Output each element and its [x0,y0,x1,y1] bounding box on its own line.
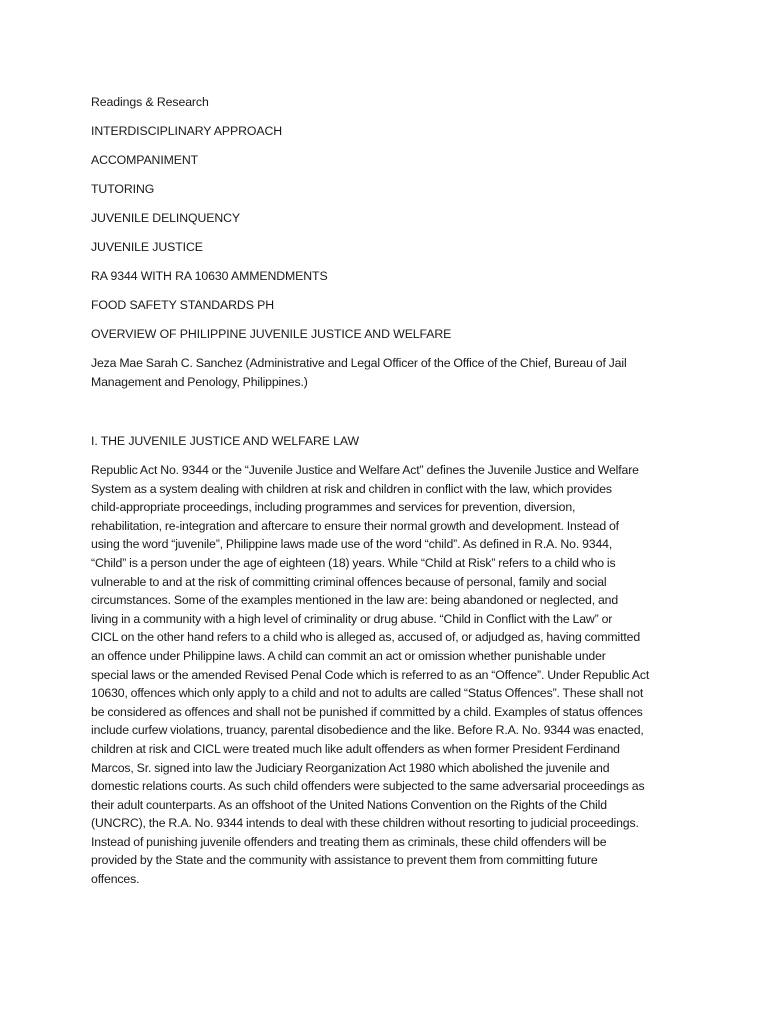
author-line: Management and Penology, Philippines.) [91,374,308,389]
heading-ra-9344: RA 9344 WITH RA 10630 AMMENDMENTS [91,269,328,283]
body-line: (UNCRC), the R.A. No. 9344 intends to deal with these children without resorting to judicial proceedings. [91,816,639,831]
body-line: provided by the State and the community with assistance to prevent them from committing future [91,853,598,868]
body-line: 10630, offences which only apply to a child and not to adults are called “Status Offences”. These shall not [91,686,644,701]
body-line: rehabilitation, re-integration and aftercare to ensure their normal growth and development. Instead of [91,518,619,533]
body-line: using the word “juvenile”, Philippine laws made use of the word “child”. As defined in R.A. No. 9344, [91,537,613,552]
body-line: include curfew violations, truancy, parental disobedience and the like. Before R.A. No. 9344 was enacted, [91,723,644,738]
heading-food-safety: FOOD SAFETY STANDARDS PH [91,298,274,312]
body-line: domestic relations courts. As such child offenders were subjected to the same adversarial proceedings as [91,779,645,794]
heading-interdisciplinary-approach: INTERDISCIPLINARY APPROACH [91,124,283,138]
body-line: their adult counterparts. As an offshoot of the United Nations Convention on the Rights of the Child [91,797,607,812]
heading-accompaniment: ACCOMPANIMENT [91,153,199,167]
body-line: “Child” is a person under the age of eighteen (18) years. While “Child at Risk” refers to a child who is [91,555,616,570]
body-line: System as a system dealing with children at risk and children in conflict with the law, which provides [91,481,612,496]
body-line: Marcos, Sr. signed into law the Judiciary Reorganization Act 1980 which abolished the juvenile and [91,760,610,775]
body-line: CICL on the other hand refers to a child who is alleged as, accused of, or adjudged as, having committed [91,630,641,645]
heading-tutoring: TUTORING [91,182,155,196]
body-line: children at risk and CICL were treated much like adult offenders as when former President Ferdinand [91,741,620,756]
body-line: be considered as offences and shall not be punished if committed by a child. Examples of status offences [91,704,643,719]
document-page [91,0,691,1024]
body-line: Instead of punishing juvenile offenders and treating them as criminals, these child offenders will be [91,834,607,849]
body-line: offences. [91,872,140,887]
author-line: Jeza Mae Sarah C. Sanchez (Administrative and Legal Officer of the Office of the Chief, Bureau of Jail [91,356,627,370]
heading-juvenile-delinquency: JUVENILE DELINQUENCY [91,211,241,225]
body-line: an offence under Philippine laws. A child can commit an act or omission whether punishable under [91,648,606,663]
heading-readings-research: Readings & Research [91,95,209,109]
heading-overview: OVERVIEW OF PHILIPPINE JUVENILE JUSTICE AND WELFARE [91,327,452,341]
author-paragraph [91,354,683,391]
body-line: vulnerable to and at the risk of committing criminal offences because of personal, family and social [91,574,607,589]
body-line: special laws or the amended Revised Penal Code which is referred to as an “Offence”. Under Republic Act [91,667,650,682]
section-heading: I. THE JUVENILE JUSTICE AND WELFARE LAW [91,434,360,448]
body-line: Republic Act No. 9344 or the “Juvenile Justice and Welfare Act” defines the Juvenile Justice and Welfare [91,463,639,477]
body-paragraph [91,461,683,889]
heading-juvenile-justice: JUVENILE JUSTICE [91,240,203,254]
body-line: living in a community with a high level of criminality or drug abuse. “Child in Conflict with the Law” or [91,611,613,626]
body-line: child-appropriate proceedings, including programmes and services for prevention, diversion, [91,500,576,515]
body-line: circumstances. Some of the examples mentioned in the law are: being abandoned or neglected, and [91,593,619,608]
